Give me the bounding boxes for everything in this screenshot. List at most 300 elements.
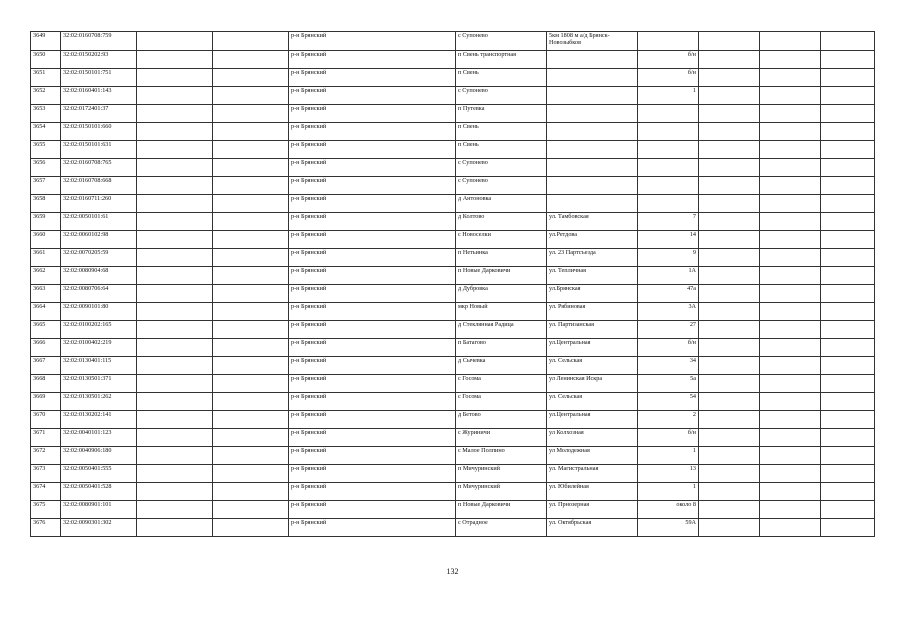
cell-district: р-н Брянский bbox=[289, 339, 456, 357]
cell-empty bbox=[760, 321, 821, 339]
cell-empty bbox=[821, 87, 875, 105]
cell-district: р-н Брянский bbox=[289, 213, 456, 231]
cell-house: около 8 bbox=[638, 501, 699, 519]
cell-empty bbox=[760, 231, 821, 249]
cell-empty bbox=[760, 393, 821, 411]
cell-cadastral-number: 32:02:0050401:528 bbox=[61, 483, 137, 501]
cell-street: ул. Прнозерная bbox=[547, 501, 638, 519]
cell-empty bbox=[699, 339, 760, 357]
cell-empty bbox=[821, 501, 875, 519]
cell-empty bbox=[821, 447, 875, 465]
cell-empty bbox=[821, 321, 875, 339]
cell-house: 34 bbox=[638, 357, 699, 375]
cell-empty bbox=[699, 501, 760, 519]
cell-cadastral-number: 32:02:0100202:165 bbox=[61, 321, 137, 339]
cell-empty bbox=[137, 411, 213, 429]
cell-empty bbox=[213, 177, 289, 195]
cell-house bbox=[638, 159, 699, 177]
cell-empty bbox=[137, 303, 213, 321]
cell-house: 1 bbox=[638, 87, 699, 105]
cell-cadastral-number: 32:02:0090101:80 bbox=[61, 303, 137, 321]
cell-settlement: д Сычевка bbox=[456, 357, 547, 375]
cell-number: 3650 bbox=[31, 51, 61, 69]
cell-district: р-н Брянский bbox=[289, 141, 456, 159]
cell-empty bbox=[821, 195, 875, 213]
cell-empty bbox=[213, 339, 289, 357]
cell-empty bbox=[213, 501, 289, 519]
cell-street: ул. Юбилейная bbox=[547, 483, 638, 501]
table-row bbox=[31, 177, 875, 195]
cell-number: 3660 bbox=[31, 231, 61, 249]
cell-empty bbox=[213, 447, 289, 465]
table-row bbox=[31, 51, 875, 69]
cell-street: ул.Центральная bbox=[547, 411, 638, 429]
cell-house: 59А bbox=[638, 519, 699, 537]
cell-settlement: с Новоселки bbox=[456, 231, 547, 249]
cell-empty bbox=[760, 51, 821, 69]
cell-settlement: п Мичуринский bbox=[456, 465, 547, 483]
cell-number: 3665 bbox=[31, 321, 61, 339]
cell-empty bbox=[137, 195, 213, 213]
cell-settlement: п Новые Дарковичи bbox=[456, 501, 547, 519]
cell-settlement: д Колтово bbox=[456, 213, 547, 231]
cell-settlement: п Путевка bbox=[456, 105, 547, 123]
cell-house: 7 bbox=[638, 213, 699, 231]
cell-settlement: с Журиничи bbox=[456, 429, 547, 447]
cell-cadastral-number: 32:02:0150101:660 bbox=[61, 123, 137, 141]
cell-cadastral-number: 32:02:0080706:64 bbox=[61, 285, 137, 303]
cell-empty bbox=[699, 105, 760, 123]
cell-empty bbox=[821, 249, 875, 267]
cell-cadastral-number: 32:02:0150202:93 bbox=[61, 51, 137, 69]
cell-empty bbox=[137, 213, 213, 231]
cell-empty bbox=[760, 159, 821, 177]
cell-cadastral-number: 32:02:0070205:59 bbox=[61, 249, 137, 267]
cell-empty bbox=[699, 231, 760, 249]
cell-empty bbox=[821, 159, 875, 177]
cell-street: ул.Брянская bbox=[547, 285, 638, 303]
cell-settlement: с Супонево bbox=[456, 159, 547, 177]
cell-house: 9 bbox=[638, 249, 699, 267]
cell-district: р-н Брянский bbox=[289, 303, 456, 321]
cell-number: 3673 bbox=[31, 465, 61, 483]
cell-settlement: д Дубровка bbox=[456, 285, 547, 303]
cell-cadastral-number: 32:02:0050401:555 bbox=[61, 465, 137, 483]
table-row bbox=[31, 321, 875, 339]
cell-house: б/н bbox=[638, 51, 699, 69]
table-row bbox=[31, 411, 875, 429]
cell-empty bbox=[137, 141, 213, 159]
cell-district: р-н Брянский bbox=[289, 123, 456, 141]
cell-empty bbox=[760, 267, 821, 285]
cell-empty bbox=[213, 465, 289, 483]
cell-empty bbox=[760, 483, 821, 501]
cell-cadastral-number: 32:02:0130501:262 bbox=[61, 393, 137, 411]
cell-empty bbox=[821, 465, 875, 483]
cell-number: 3657 bbox=[31, 177, 61, 195]
cell-street bbox=[547, 51, 638, 69]
cell-empty bbox=[213, 231, 289, 249]
cell-empty bbox=[213, 303, 289, 321]
cell-empty bbox=[213, 32, 289, 51]
cell-cadastral-number: 32:02:0130401:115 bbox=[61, 357, 137, 375]
cell-district: р-н Брянский bbox=[289, 249, 456, 267]
cell-street bbox=[547, 123, 638, 141]
cell-number: 3658 bbox=[31, 195, 61, 213]
cell-number: 3654 bbox=[31, 123, 61, 141]
cell-house: б/н bbox=[638, 429, 699, 447]
cell-number: 3662 bbox=[31, 267, 61, 285]
cell-empty bbox=[699, 519, 760, 537]
cell-empty bbox=[699, 483, 760, 501]
table-row bbox=[31, 32, 875, 51]
cell-house: 27 bbox=[638, 321, 699, 339]
cell-house bbox=[638, 123, 699, 141]
records-table bbox=[30, 31, 875, 537]
cell-empty bbox=[213, 285, 289, 303]
cell-empty bbox=[760, 519, 821, 537]
cell-settlement: п Батагово bbox=[456, 339, 547, 357]
cell-empty bbox=[821, 123, 875, 141]
cell-empty bbox=[213, 267, 289, 285]
cell-settlement: п Свень bbox=[456, 141, 547, 159]
cell-number: 3656 bbox=[31, 159, 61, 177]
cell-empty bbox=[137, 339, 213, 357]
cell-empty bbox=[213, 519, 289, 537]
cell-number: 3664 bbox=[31, 303, 61, 321]
cell-street: ул.Центральная bbox=[547, 339, 638, 357]
cell-settlement: с Отрадное bbox=[456, 519, 547, 537]
cell-cadastral-number: 32:02:0040906:180 bbox=[61, 447, 137, 465]
cell-empty bbox=[137, 393, 213, 411]
cell-settlement: с Малое Полпино bbox=[456, 447, 547, 465]
cell-district: р-н Брянский bbox=[289, 411, 456, 429]
cell-empty bbox=[213, 105, 289, 123]
cell-empty bbox=[699, 321, 760, 339]
cell-cadastral-number: 32:02:0160708:765 bbox=[61, 159, 137, 177]
cell-empty bbox=[137, 465, 213, 483]
cell-empty bbox=[760, 141, 821, 159]
cell-empty bbox=[213, 411, 289, 429]
cell-district: р-н Брянский bbox=[289, 519, 456, 537]
cell-number: 3651 bbox=[31, 69, 61, 87]
cell-house: 1 bbox=[638, 447, 699, 465]
cell-empty bbox=[760, 87, 821, 105]
cell-settlement: п Свень bbox=[456, 123, 547, 141]
table-row bbox=[31, 357, 875, 375]
cell-empty bbox=[760, 213, 821, 231]
cell-cadastral-number: 32:02:0080904:68 bbox=[61, 267, 137, 285]
cell-empty bbox=[699, 429, 760, 447]
cell-settlement: д Бетово bbox=[456, 411, 547, 429]
cell-empty bbox=[137, 483, 213, 501]
table-row bbox=[31, 213, 875, 231]
cell-empty bbox=[699, 51, 760, 69]
cell-cadastral-number: 32:02:0160708:759 bbox=[61, 32, 137, 51]
cell-empty bbox=[137, 267, 213, 285]
cell-empty bbox=[213, 159, 289, 177]
cell-house: 1 bbox=[638, 483, 699, 501]
cell-empty bbox=[137, 429, 213, 447]
cell-cadastral-number: 32:02:0130202:141 bbox=[61, 411, 137, 429]
cell-empty bbox=[213, 321, 289, 339]
cell-empty bbox=[137, 51, 213, 69]
cell-empty bbox=[699, 411, 760, 429]
cell-street: 5км 1808 м а/д Брянск-Новозыбков bbox=[547, 32, 638, 51]
cell-district: р-н Брянский bbox=[289, 357, 456, 375]
cell-empty bbox=[137, 375, 213, 393]
cell-district: р-н Брянский bbox=[289, 32, 456, 51]
cell-settlement: с Супонево bbox=[456, 32, 547, 51]
cell-empty bbox=[760, 105, 821, 123]
cell-empty bbox=[821, 51, 875, 69]
cell-street: ул Молодежная bbox=[547, 447, 638, 465]
table-row bbox=[31, 249, 875, 267]
table-row bbox=[31, 483, 875, 501]
cell-cadastral-number: 32:02:0130501:371 bbox=[61, 375, 137, 393]
cell-empty bbox=[213, 357, 289, 375]
cell-empty bbox=[213, 123, 289, 141]
cell-empty bbox=[699, 447, 760, 465]
cell-house: 13 bbox=[638, 465, 699, 483]
cell-empty bbox=[760, 249, 821, 267]
cell-street bbox=[547, 141, 638, 159]
cell-empty bbox=[821, 267, 875, 285]
table-row bbox=[31, 519, 875, 537]
cell-empty bbox=[213, 195, 289, 213]
cell-empty bbox=[137, 231, 213, 249]
cell-settlement: п Свень транспортная bbox=[456, 51, 547, 69]
cell-number: 3672 bbox=[31, 447, 61, 465]
cell-district: р-н Брянский bbox=[289, 375, 456, 393]
cell-empty bbox=[699, 357, 760, 375]
cell-settlement: с Госома bbox=[456, 393, 547, 411]
cell-district: р-н Брянский bbox=[289, 105, 456, 123]
cell-house bbox=[638, 141, 699, 159]
cell-empty bbox=[760, 69, 821, 87]
cell-empty bbox=[699, 32, 760, 51]
cell-empty bbox=[213, 69, 289, 87]
cell-empty bbox=[699, 69, 760, 87]
cell-settlement: д Стеклянная Радица bbox=[456, 321, 547, 339]
cell-district: р-н Брянский bbox=[289, 231, 456, 249]
cell-empty bbox=[821, 231, 875, 249]
cell-cadastral-number: 32:02:0060102:98 bbox=[61, 231, 137, 249]
cell-empty bbox=[760, 357, 821, 375]
cell-district: р-н Брянский bbox=[289, 483, 456, 501]
cell-street: ул. Тамбовская bbox=[547, 213, 638, 231]
cell-street bbox=[547, 177, 638, 195]
cell-district: р-н Брянский bbox=[289, 447, 456, 465]
cell-empty bbox=[699, 87, 760, 105]
cell-street: ул. Магистральная bbox=[547, 465, 638, 483]
cell-settlement: п Новые Дарковичи bbox=[456, 267, 547, 285]
cell-district: р-н Брянский bbox=[289, 465, 456, 483]
cell-settlement: п Свень bbox=[456, 69, 547, 87]
table-row bbox=[31, 159, 875, 177]
table-row bbox=[31, 267, 875, 285]
table-row bbox=[31, 447, 875, 465]
cell-empty bbox=[699, 267, 760, 285]
table-row bbox=[31, 195, 875, 213]
cell-settlement: мкр Новый bbox=[456, 303, 547, 321]
cell-empty bbox=[699, 249, 760, 267]
cell-cadastral-number: 32:02:0080901:101 bbox=[61, 501, 137, 519]
cell-empty bbox=[821, 303, 875, 321]
cell-empty bbox=[137, 285, 213, 303]
table-row bbox=[31, 339, 875, 357]
cell-settlement: с Супонево bbox=[456, 87, 547, 105]
cell-empty bbox=[760, 195, 821, 213]
cell-empty bbox=[821, 357, 875, 375]
cell-number: 3671 bbox=[31, 429, 61, 447]
cell-house: 1А bbox=[638, 267, 699, 285]
cell-empty bbox=[137, 159, 213, 177]
cell-empty bbox=[821, 339, 875, 357]
cell-cadastral-number: 32:02:0100402:219 bbox=[61, 339, 137, 357]
cell-street bbox=[547, 87, 638, 105]
cell-street bbox=[547, 69, 638, 87]
table-row bbox=[31, 69, 875, 87]
cell-number: 3661 bbox=[31, 249, 61, 267]
cell-number: 3659 bbox=[31, 213, 61, 231]
cell-empty bbox=[821, 393, 875, 411]
cell-house bbox=[638, 105, 699, 123]
cell-empty bbox=[699, 195, 760, 213]
cell-empty bbox=[760, 447, 821, 465]
table-row bbox=[31, 393, 875, 411]
cell-empty bbox=[821, 429, 875, 447]
cell-empty bbox=[213, 483, 289, 501]
table-row bbox=[31, 231, 875, 249]
cell-number: 3669 bbox=[31, 393, 61, 411]
cell-empty bbox=[821, 105, 875, 123]
cell-district: р-н Брянский bbox=[289, 159, 456, 177]
cell-street: ул Ленинская Искра bbox=[547, 375, 638, 393]
cell-empty bbox=[137, 447, 213, 465]
cell-empty bbox=[699, 285, 760, 303]
cell-street: ул.Ретдова bbox=[547, 231, 638, 249]
cell-cadastral-number: 32:02:0040101:123 bbox=[61, 429, 137, 447]
cell-empty bbox=[137, 321, 213, 339]
cell-empty bbox=[821, 375, 875, 393]
cell-number: 3668 bbox=[31, 375, 61, 393]
cell-house: 54 bbox=[638, 393, 699, 411]
cell-settlement: с Супонево bbox=[456, 177, 547, 195]
cell-empty bbox=[213, 51, 289, 69]
cell-empty bbox=[213, 429, 289, 447]
cell-empty bbox=[760, 501, 821, 519]
cell-empty bbox=[821, 519, 875, 537]
cell-house bbox=[638, 32, 699, 51]
cell-empty bbox=[213, 249, 289, 267]
cell-empty bbox=[760, 32, 821, 51]
cell-settlement: п Нетьинка bbox=[456, 249, 547, 267]
cell-empty bbox=[760, 339, 821, 357]
table-row bbox=[31, 285, 875, 303]
cell-cadastral-number: 32:02:0150101:631 bbox=[61, 141, 137, 159]
cell-empty bbox=[137, 177, 213, 195]
cell-cadastral-number: 32:02:0160711:260 bbox=[61, 195, 137, 213]
cell-empty bbox=[760, 303, 821, 321]
cell-empty bbox=[760, 177, 821, 195]
cell-district: р-н Брянский bbox=[289, 285, 456, 303]
cell-street: ул. 23 Партсъезда bbox=[547, 249, 638, 267]
cell-street: ул. Сельская bbox=[547, 357, 638, 375]
cell-street: ул Колхозная bbox=[547, 429, 638, 447]
cell-empty bbox=[137, 249, 213, 267]
cell-empty bbox=[213, 375, 289, 393]
cell-district: р-н Брянский bbox=[289, 195, 456, 213]
cell-settlement: с Госома bbox=[456, 375, 547, 393]
cell-empty bbox=[760, 375, 821, 393]
cell-empty bbox=[699, 375, 760, 393]
cell-empty bbox=[137, 357, 213, 375]
cell-number: 3674 bbox=[31, 483, 61, 501]
cell-district: р-н Брянский bbox=[289, 393, 456, 411]
cell-number: 3675 bbox=[31, 501, 61, 519]
cell-empty bbox=[137, 87, 213, 105]
cell-street bbox=[547, 195, 638, 213]
table-row bbox=[31, 375, 875, 393]
cell-street: ул. Партизанская bbox=[547, 321, 638, 339]
cell-number: 3663 bbox=[31, 285, 61, 303]
cell-number: 3676 bbox=[31, 519, 61, 537]
cell-cadastral-number: 32:02:0160401:143 bbox=[61, 87, 137, 105]
cell-empty bbox=[821, 69, 875, 87]
cell-empty bbox=[821, 213, 875, 231]
cell-empty bbox=[213, 393, 289, 411]
cell-empty bbox=[699, 213, 760, 231]
cell-cadastral-number: 32:02:0050101:61 bbox=[61, 213, 137, 231]
cell-house: 3А bbox=[638, 303, 699, 321]
cell-settlement: п Мичуринский bbox=[456, 483, 547, 501]
cell-district: р-н Брянский bbox=[289, 501, 456, 519]
cell-cadastral-number: 32:02:0090301:302 bbox=[61, 519, 137, 537]
cell-number: 3655 bbox=[31, 141, 61, 159]
cell-empty bbox=[760, 429, 821, 447]
cell-empty bbox=[821, 411, 875, 429]
page-number: 132 bbox=[446, 567, 459, 576]
cell-empty bbox=[760, 465, 821, 483]
cell-house bbox=[638, 195, 699, 213]
cell-empty bbox=[137, 69, 213, 87]
cell-number: 3670 bbox=[31, 411, 61, 429]
cell-house: 5а bbox=[638, 375, 699, 393]
cell-district: р-н Брянский bbox=[289, 267, 456, 285]
cell-district: р-н Брянский bbox=[289, 177, 456, 195]
cell-empty bbox=[699, 159, 760, 177]
cell-empty bbox=[137, 32, 213, 51]
cell-house: 14 bbox=[638, 231, 699, 249]
cell-house: 47а bbox=[638, 285, 699, 303]
cell-house bbox=[638, 177, 699, 195]
table-row bbox=[31, 105, 875, 123]
cell-district: р-н Брянский bbox=[289, 51, 456, 69]
cell-empty bbox=[821, 285, 875, 303]
cell-district: р-н Брянский bbox=[289, 87, 456, 105]
cell-empty bbox=[699, 303, 760, 321]
cell-empty bbox=[213, 87, 289, 105]
cell-settlement: д Антоновка bbox=[456, 195, 547, 213]
table-row bbox=[31, 123, 875, 141]
cell-empty bbox=[137, 519, 213, 537]
cell-empty bbox=[137, 123, 213, 141]
cell-empty bbox=[821, 483, 875, 501]
cell-empty bbox=[699, 177, 760, 195]
cell-street bbox=[547, 159, 638, 177]
cell-house: б/н bbox=[638, 69, 699, 87]
